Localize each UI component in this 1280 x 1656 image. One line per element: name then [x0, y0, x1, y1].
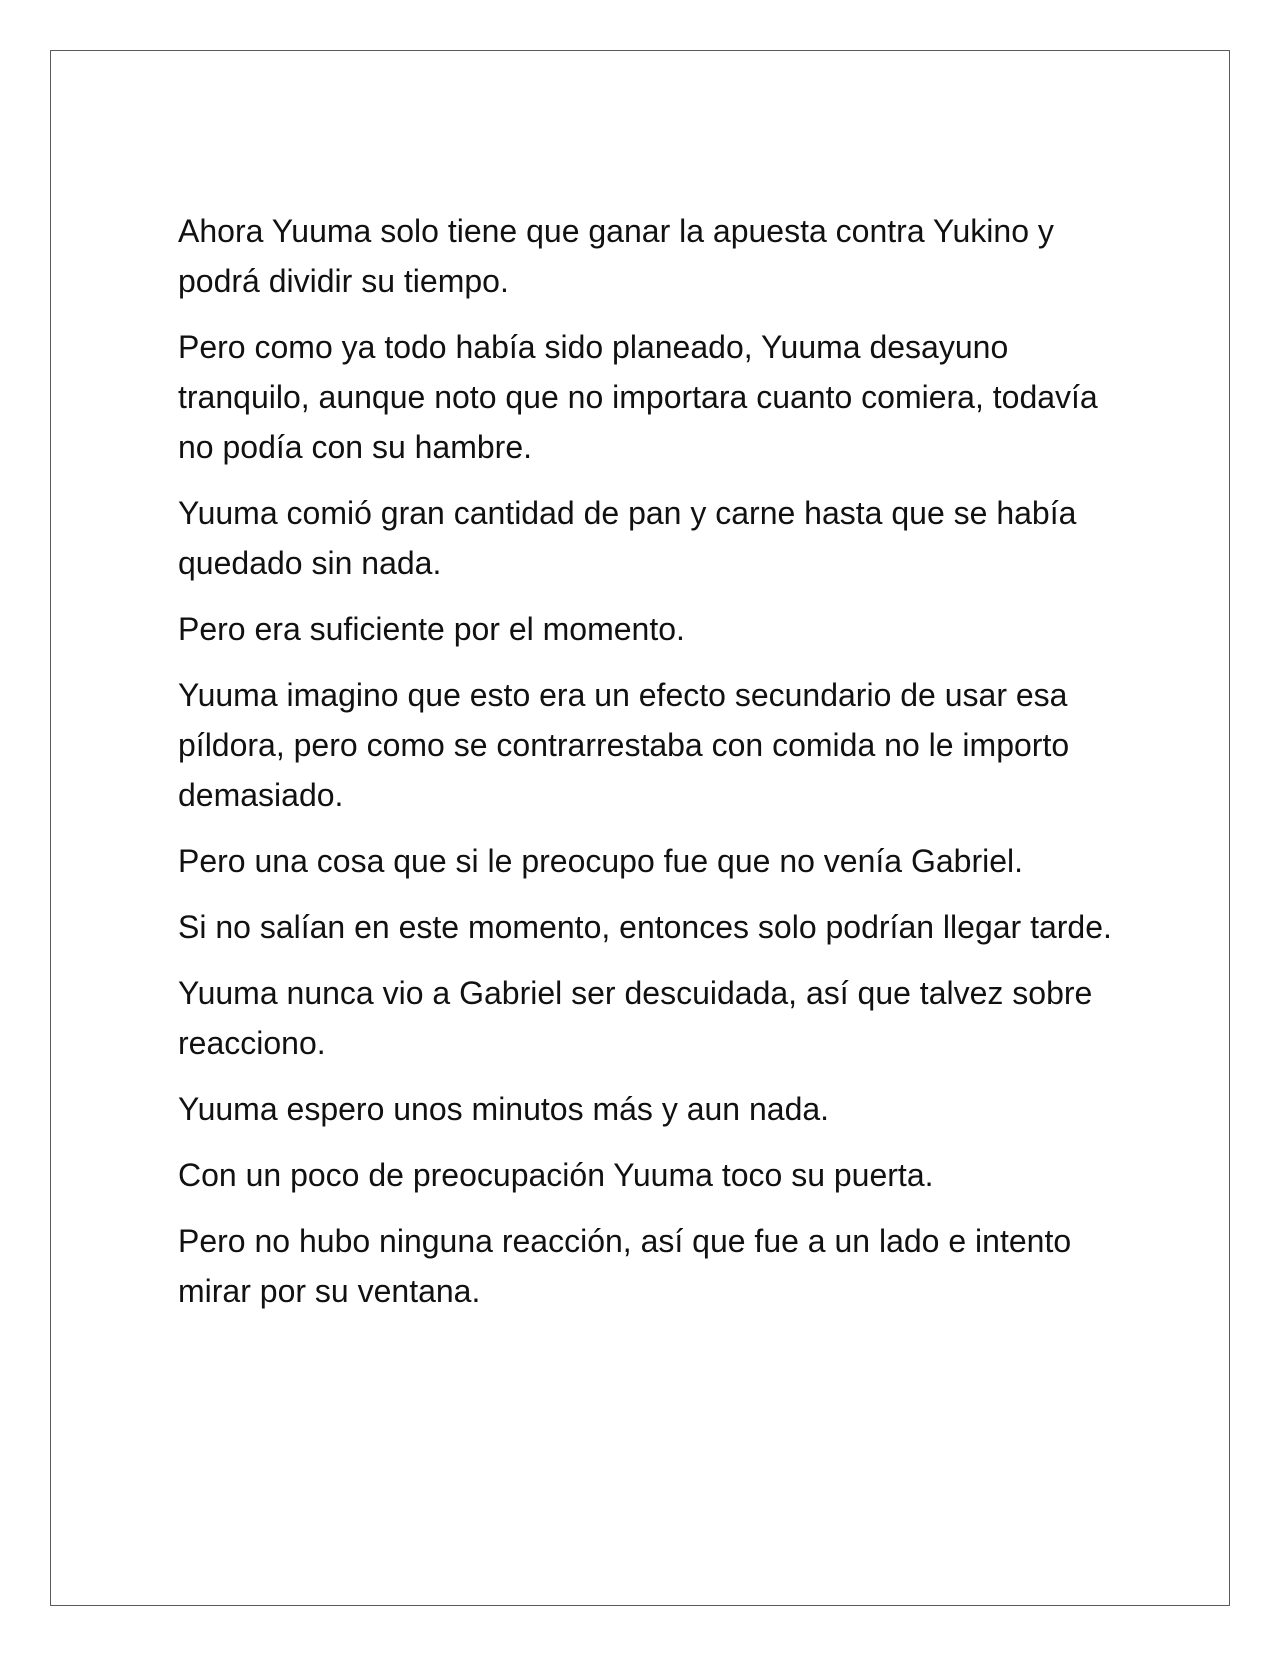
paragraph: Yuuma comió gran cantidad de pan y carne hasta que se había quedado sin nada. — [178, 495, 1077, 581]
paragraph: Pero no hubo ninguna reacción, así que fue a un lado e intento mirar por su ventana. — [178, 1223, 1072, 1309]
paragraph: Pero una cosa que si le preocupo fue que no venía Gabriel. — [178, 843, 1024, 879]
paragraph: Yuuma imagino que esto era un efecto secundario de usar esa píldora, pero como se contrarrestaba con comida no le importo demasiado. — [178, 677, 1070, 813]
paragraph: Yuuma nunca vio a Gabriel ser descuidada, así que talvez sobre reacciono. — [178, 975, 1093, 1061]
paragraph: Yuuma espero unos minutos más y aun nada. — [178, 1091, 830, 1127]
document-body — [178, 206, 1118, 1332]
paragraph: Con un poco de preocupación Yuuma toco su puerta. — [178, 1157, 934, 1193]
paragraph: Si no salían en este momento, entonces solo podrían llegar tarde. — [178, 909, 1112, 945]
paragraph: Pero era suficiente por el momento. — [178, 611, 685, 647]
paragraph: Ahora Yuuma solo tiene que ganar la apuesta contra Yukino y podrá dividir su tiempo. — [178, 213, 1054, 299]
paragraph: Pero como ya todo había sido planeado, Yuuma desayuno tranquilo, aunque noto que no importara cuanto comiera, todavía no podía con su hambre. — [178, 329, 1098, 465]
